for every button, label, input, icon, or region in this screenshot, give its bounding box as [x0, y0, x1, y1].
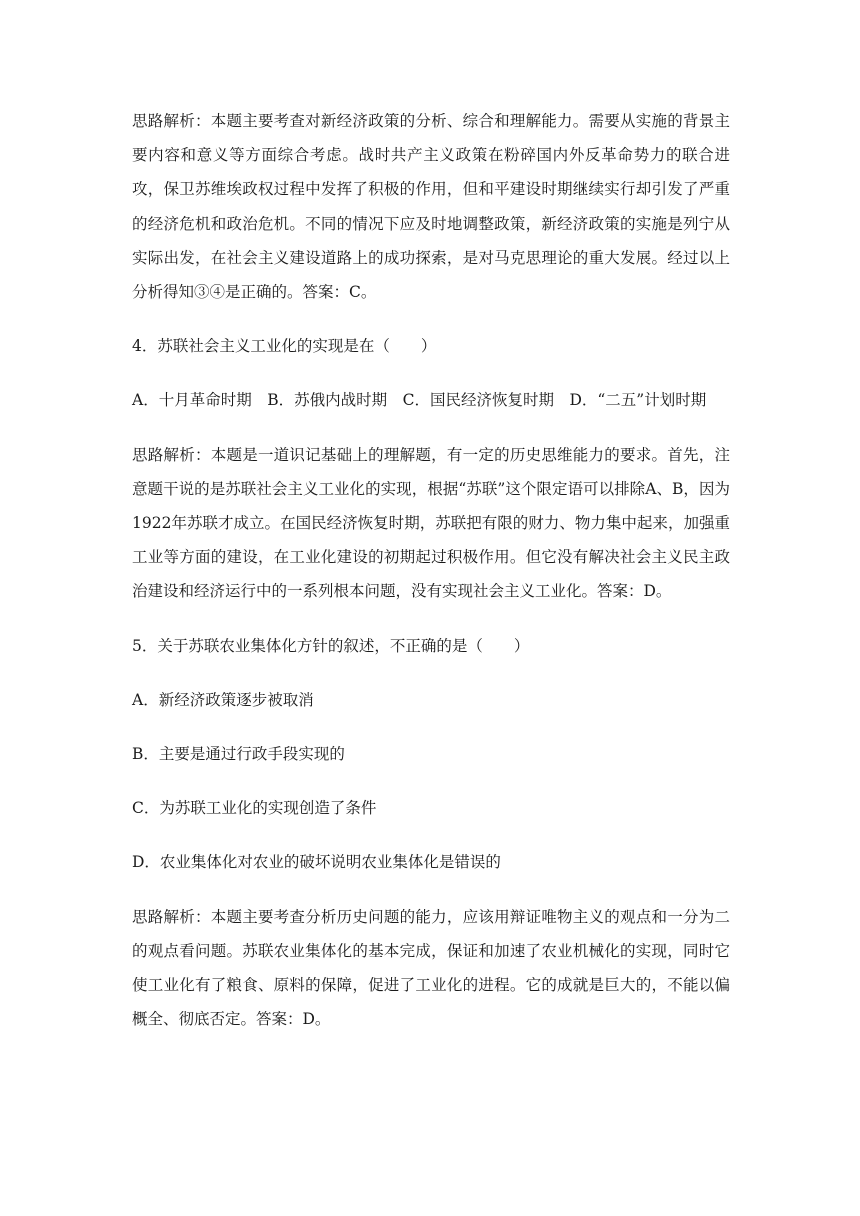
analysis-paragraph-q4: 思路解析：本题是一道识记基础上的理解题，有一定的历史思维能力的要求。首先，注意题干说的是苏联社会主义工业化的实现，根据“苏联”这个限定语可以排除A、B，因为1922年苏联才成立。在国民经济恢复时期，苏联把有限的财力、物力集中起来，加强重工业等方面的建设，在工业化建设的初期起过积极作用。但它没有解决社会主义民主政治建设和经济运行中的一系列根本问题，没有实现社会主义工业化。答案：D。: [132, 445, 730, 601]
document-page: [132, 104, 730, 1036]
question-4-stem: 4．苏联社会主义工业化的实现是在（ ）: [132, 337, 437, 356]
question-5-stem: 5．关于苏联农业集体化方针的叙述，不正确的是（ ）: [132, 636, 530, 655]
question-5-option-b: B．主要是通过行政手段实现的: [132, 745, 345, 764]
analysis-paragraph-q5: 思路解析：本题主要考查分析历史问题的能力，应该用辩证唯物主义的观点和一分为二的观点看问题。苏联农业集体化的基本完成，保证和加速了农业机械化的实现，同时它使工业化有了粮食、原料的保障，促进了工业化的进程。它的成就是巨大的，不能以偏概全、彻底否定。答案：D。: [132, 907, 730, 1029]
question-5-option-d: D．农业集体化对农业的破坏说明农业集体化是错误的: [132, 853, 501, 872]
question-4-options: A．十月革命时期 B．苏俄内战时期 C．国民经济恢复时期 D．“二五”计划时期: [132, 391, 707, 410]
question-5-option-c: C．为苏联工业化的实现创造了条件: [132, 799, 377, 818]
question-5-option-a: A．新经济政策逐步被取消: [132, 690, 314, 709]
analysis-paragraph-q3: 思路解析：本题主要考查对新经济政策的分析、综合和理解能力。需要从实施的背景主要内容和意义等方面综合考虑。战时共产主义政策在粉碎国内外反革命势力的联合进攻，保卫苏维埃政权过程中发挥了积极的作用，但和平建设时期继续实行却引发了严重的经济危机和政治危机。不同的情况下应及时地调整政策，新经济政策的实施是列宁从实际出发，在社会主义建设道路上的成功探索，是对马克思理论的重大发展。经过以上分析得知③④是正确的。答案：C。: [132, 112, 730, 302]
